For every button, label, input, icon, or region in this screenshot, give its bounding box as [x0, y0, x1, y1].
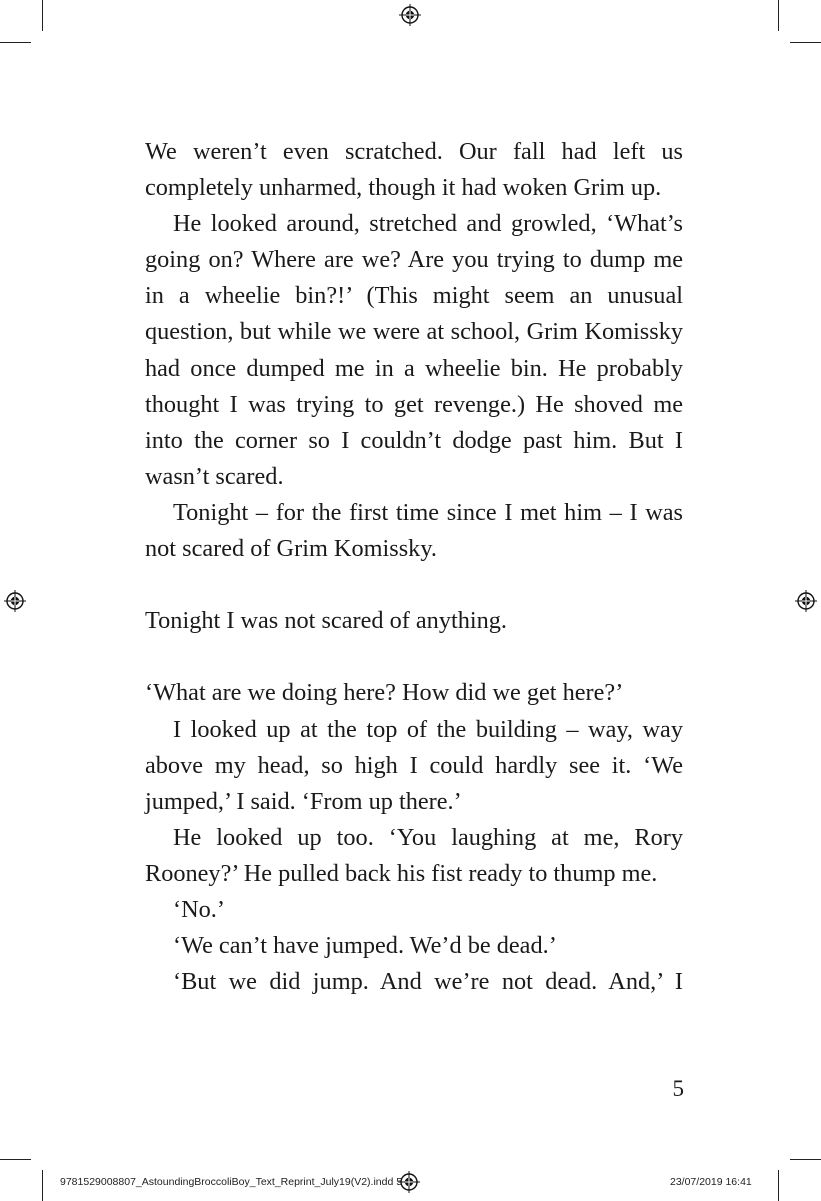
slug-filename: 9781529008807_AstoundingBroccoliBoy_Text_Reprint_July19(V2).indd 5 — [60, 1176, 403, 1188]
crop-mark-top-right-h — [790, 42, 821, 43]
paragraph: Tonight – for the first time since I met him – I was not scared of Grim Komissky. — [145, 498, 683, 563]
crop-mark-bottom-left — [42, 1170, 43, 1201]
page-number: 5 — [672, 1076, 684, 1101]
crop-mark-top-left — [42, 0, 43, 31]
slug-datetime: 23/07/2019 16:41 — [670, 1176, 752, 1188]
paragraph: ‘We can’t have jumped. We’d be dead.’ — [173, 932, 557, 960]
crop-mark-bottom-right — [778, 1170, 779, 1201]
paragraph: ‘No.’ — [173, 895, 225, 923]
registration-mark-icon — [795, 590, 817, 612]
paragraph: We weren’t even scratched. Our fall had left us completely unharmed, though it had woken Grim up. — [145, 138, 683, 202]
paragraph: I looked up at the top of the building – way, way above my head, so high I could hardly see it. ‘We jumped,’ I said. ‘From up there.’ — [145, 715, 683, 815]
body-text — [145, 134, 683, 1000]
paragraph: He looked around, stretched and growled, ‘What’s going on? Where are we? Are you trying to dump me in a wheelie bin?!’ (This might seem an unusual question, but while we were at school, Grim Komissky had once dumped me in a wheelie bin. He probably thought I was trying to get revenge.) He shoved me into the corner so I couldn’t dodge past him. But I wasn’t scared. — [145, 210, 683, 490]
paragraph: ‘But we did jump. And we’re not dead. And,’ I — [173, 968, 683, 996]
paragraph: Tonight I was not scared of anything. — [145, 607, 507, 635]
crop-mark-top-left-h — [0, 42, 31, 43]
crop-mark-top-right — [778, 0, 779, 31]
crop-mark-bottom-left-h — [0, 1159, 31, 1160]
registration-mark-icon — [4, 590, 26, 612]
registration-mark-icon — [399, 4, 421, 26]
paragraph: He looked up too. ‘You laughing at me, Rory Rooney?’ He pulled back his fist ready to thump me. — [145, 823, 683, 887]
paragraph: ‘What are we doing here? How did we get here?’ — [145, 679, 624, 707]
crop-mark-bottom-right-h — [790, 1159, 821, 1160]
